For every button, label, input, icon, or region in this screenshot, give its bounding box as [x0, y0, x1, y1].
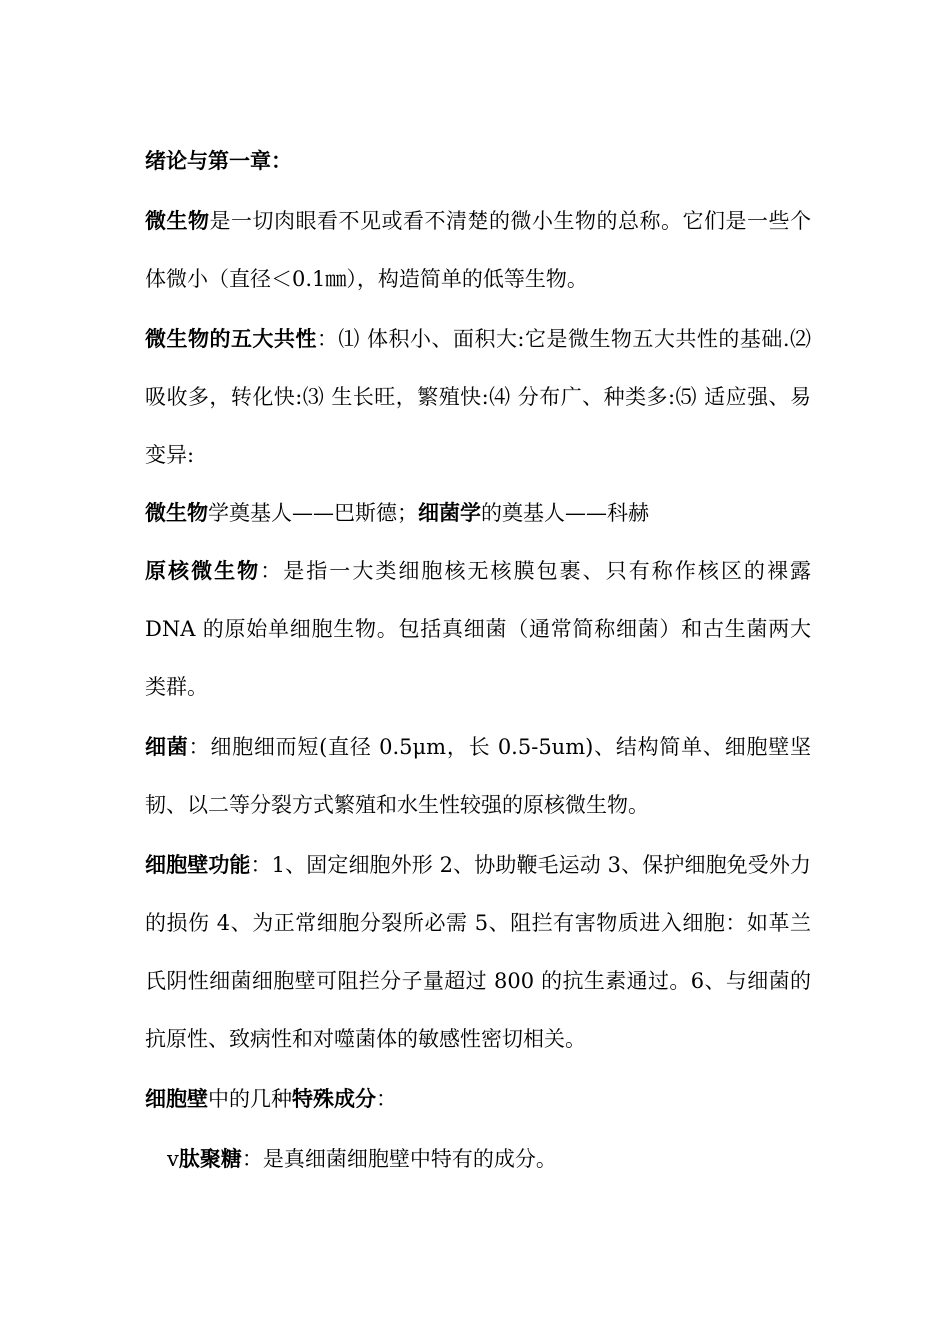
paragraph-microorganism-definition	[145, 192, 811, 308]
paragraph-cell-wall-components	[145, 1070, 811, 1128]
term-microorganism: 微生物	[145, 208, 210, 233]
term-cell-wall-function: 细胞壁功能	[145, 852, 251, 877]
founder-koch-text: 的奠基人——科赫	[481, 501, 649, 525]
paragraph-prokaryote-definition	[145, 542, 811, 716]
term-special-components: 特殊成分	[292, 1086, 376, 1111]
term-bacteriology: 细菌学	[418, 500, 481, 525]
prokaryote-text: ：是指一大类细胞核无核膜包裹、只有称作核区的裸露 DNA 的原始单细胞生物。包括真细菌（通常简称细菌）和古生菌两大类群。	[145, 559, 812, 699]
components-colon: ：	[376, 1087, 397, 1111]
definition-text: 是一切肉眼看不见或看不清楚的微小生物的总称。它们是一些个体微小（直径＜0.1㎜），构造简单的低等生物。	[145, 209, 811, 291]
characteristics-text: ：⑴ 体积小、面积大:它是微生物五大共性的基础.⑵ 吸收多，转化快:⑶ 生长旺，繁殖快:⑷ 分布广、种类多:⑸ 适应强、易变异:	[145, 327, 811, 467]
term-prokaryote: 原核微生物	[145, 558, 261, 583]
term-microbiology: 微生物	[145, 500, 208, 525]
term-bacteria: 细菌	[145, 734, 189, 759]
term-five-characteristics: 微生物的五大共性	[145, 326, 317, 351]
peptidoglycan-text: ：是真细菌细胞壁中特有的成分。	[241, 1147, 557, 1171]
section-heading: 绪论与第一章：	[145, 148, 292, 173]
cell-wall-function-text: ：1、固定细胞外形 2、协助鞭毛运动 3、保护细胞免受外力的损伤 4、为正常细胞分裂所必需 5、阻拦有害物质进入细胞：如革兰氏阴性细菌细胞壁可阻拦分子量超过 800 的抗生素通过。6、与细菌的抗原性、致病性和对噬菌体的敏感性密切相关。	[145, 853, 812, 1051]
bacteria-text: ：细胞细而短(直径 0.5μm，长 0.5-5um)、结构简单、细胞壁坚韧、以二等分裂方式繁殖和水生性较强的原核微生物。	[145, 735, 812, 817]
founder-pasteur-text: 学奠基人——巴斯德；	[208, 501, 418, 525]
document-body	[145, 132, 811, 1190]
paragraph-founders	[145, 486, 811, 540]
bullet-marker: v	[167, 1147, 179, 1171]
term-peptidoglycan: 肽聚糖	[178, 1146, 242, 1171]
paragraph-bacteria-definition	[145, 718, 811, 834]
components-connector-text: 中的几种	[208, 1087, 292, 1111]
paragraph-five-characteristics	[145, 310, 811, 484]
paragraph-peptidoglycan	[145, 1130, 811, 1188]
term-cell-wall: 细胞壁	[145, 1086, 208, 1111]
paragraph-cell-wall-function	[145, 836, 811, 1068]
